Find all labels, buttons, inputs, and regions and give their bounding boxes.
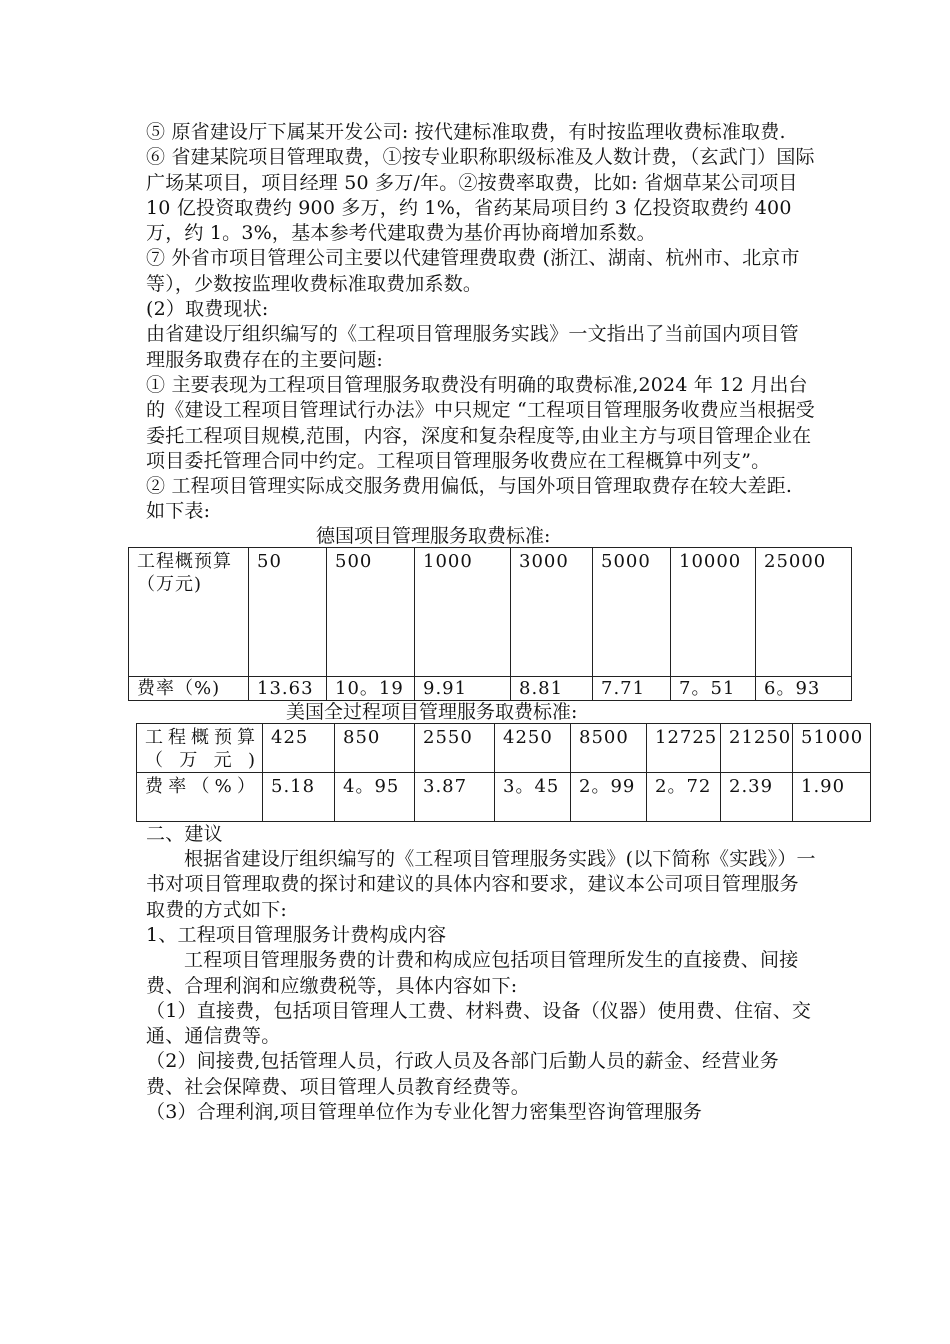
table-cell: 8.81 [511,676,593,700]
paragraph-item-6: ⑥ 省建某院项目管理取费，①按专业职称职级标准及人数计费，（玄武门）国际广场某项目，项目经理 50 多万/年。②按费率取费，比如: 省烟草某公司项目 10 亿投资取费约 900 多万，约 1%，省药某局项目约 3 亿投资取费约 400 万，约 1。3%，基本参考代建取费为基价再协商增加系数。 [146,146,815,245]
table-cell: 5.18 [263,772,335,821]
table-cell: 7.71 [593,676,671,700]
table-cell: 7。51 [671,676,756,700]
table-cell: 4。95 [335,772,415,821]
table-row [137,772,871,821]
table-cell: 10。19 [327,676,415,700]
table-header-cell: 费率（%) [129,676,249,700]
table-cell: 3.87 [415,772,495,821]
paragraph-issue-1: ① 主要表现为工程项目管理服务取费没有明确的取费标准,2024 年 12 月出台的《建设工程项目管理试行办法》中只规定 “工程项目管理服务收费应当根据受委托工程项目规模,范围，内容，深度和复杂程度等,由业主方与项目管理企业在项目委托管理合同中约定。工程项目管理服务收费应在工程概算中列支”。 [146,373,815,472]
table-cell: 425 [263,723,335,772]
table-row [129,676,852,700]
germany-fee-table [128,547,852,701]
table-cell: 8500 [571,723,647,772]
table-header-cell: 工程概预算（万元) [129,547,249,676]
table-cell: 2。72 [647,772,721,821]
table-cell: 12725 [647,723,721,772]
table-cell: 6。93 [756,676,852,700]
document-page [137,120,864,1125]
paragraph-direct-cost: （1）直接费，包括项目管理人工费、材料费、设备（仪器）使用费、住宿、交通、通信费等。 [146,999,812,1048]
germany-table-caption: 德国项目管理服务取费标准: [316,524,551,547]
paragraph-item-5: ⑤ 原省建设厅下属某开发公司: 按代建标准取费，有时按监理收费标准取费. [146,121,786,143]
table-cell: 25000 [756,547,852,676]
table-header-cell: 工程概预算（万元) [137,723,263,772]
table-cell: 13.63 [249,676,327,700]
table-cell: 2.39 [721,772,793,821]
table-cell: 10000 [671,547,756,676]
usa-table-caption: 美国全过程项目管理服务取费标准: [286,700,578,723]
table-cell: 5000 [593,547,671,676]
table-cell: 1000 [415,547,511,676]
table-cell: 3。45 [495,772,571,821]
table-cell: 51000 [793,723,871,772]
table-cell: 850 [335,723,415,772]
table-cell: 1.90 [793,772,871,821]
table-row [137,723,871,772]
subheading-fee-status: (2）取费现状: [146,298,269,321]
paragraph-suggestion-intro: 根据省建设厅组织编写的《工程项目管理服务实践》(以下简称《实践》）一书对项目管理取费的探讨和建议的具体内容和要求，建议本公司项目管理服务取费的方式如下: [146,848,816,921]
paragraph-item-7: ⑦ 外省市项目管理公司主要以代建管理费取费 (浙江、湖南、杭州市、北京市等），少数按监理收费标准取费加系数。 [146,247,800,295]
table-row [129,547,852,676]
subheading-fee-composition: 1、工程项目管理服务计费构成内容 [146,923,447,946]
paragraph-indirect-cost: （2）间接费,包括管理人员，行政人员及各部门后勤人员的薪金、经营业务费、社会保障费、项目管理人员教育经费等。 [146,1050,779,1098]
paragraph-intro-issues: 由省建设厅组织编写的《工程项目管理服务实践》一文指出了当前国内项目管理服务取费存在的主要问题: [146,323,799,371]
table-cell: 21250 [721,723,793,772]
section-title-suggestions: 二、建议 [146,822,223,845]
paragraph-reasonable-profit: （3）合理利润,项目管理单位作为专业化智力密集型咨询管理服务 [146,1101,703,1124]
paragraph-fee-composition: 工程项目管理服务费的计费和构成应包括项目管理所发生的直接费、间接费、合理利润和应缴费税等，具体内容如下: [146,949,799,997]
table-cell: 2。99 [571,772,647,821]
table-cell: 2550 [415,723,495,772]
table-cell: 3000 [511,547,593,676]
usa-fee-table [136,723,871,822]
table-cell: 9.91 [415,676,511,700]
table-cell: 4250 [495,723,571,772]
paragraph-issue-2: ② 工程项目管理实际成交服务费用偏低，与国外项目管理取费存在较大差距. 如下表: [146,475,799,523]
table-header-cell: 费率（%） [137,772,263,821]
table-cell: 500 [327,547,415,676]
table-cell: 50 [249,547,327,676]
